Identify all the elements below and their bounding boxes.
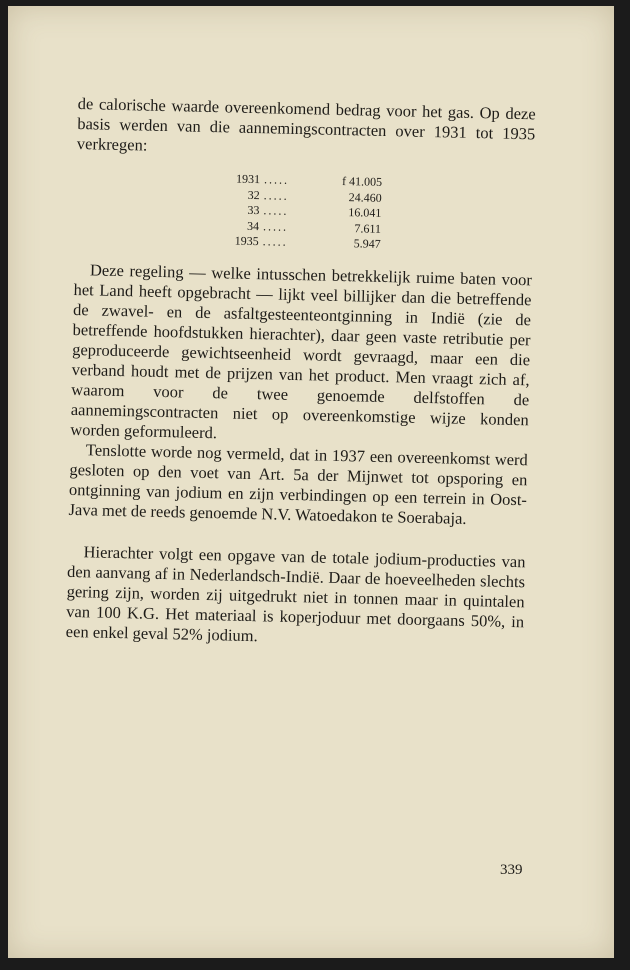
table-year: 32 [247, 187, 260, 202]
table-year: 34 [246, 218, 260, 233]
table-value: 24.460 [348, 189, 382, 205]
book-page [8, 6, 614, 958]
table-year: 1935 [234, 233, 259, 249]
body-text [66, 94, 536, 652]
table-value: f 41.005 [341, 174, 383, 189]
paragraph-4: Hierachter volgt een opgave van de totale jodium-producties van den aanvang af in Nederlandsch-Indië. Daar de hoeveelheden slechts gering zijn, worden zij uitgedrukt niet in tonnen maar in quintalen van 100 K.G. Het materiaal is koperjoduur met doorgaans 50%, in een enkel geval 52% jodium. [65, 541, 526, 645]
table-leader: ..... [263, 203, 289, 218]
table-year: 33 [247, 202, 260, 218]
paragraph-1: de calorische waarde overeenkomend bedrag voor het gas. Op deze basis werden van die aannemingscontracten over 1931 tot 1935 verkregen: [76, 94, 536, 155]
table-leader: ..... [262, 234, 288, 249]
paragraph-2: Deze regeling — welke intusschen betrekkelijk ruime baten voor het Land heeft opgebracht — lijkt veel billijker dan die betreffende de zwavel- en de asfaltgesteenteontginning in Indië (zie de betreffende hoofdstukken hierachter), daar geen vaste retributie per geproduceerde gewichtseenheid wordt gevraagd, maar een die verband houdt met de prijzen van het product. Men vraagt zich af, waarom voor de twee genoemde delfstoffen de aannemingscontracten niet op overeenkomstige wijze konden worden geformuleerd. [70, 259, 533, 442]
revenue-table [231, 172, 535, 256]
table-leader: ..... [263, 187, 289, 203]
table-leader: ..... [262, 218, 289, 234]
table-value: 16.041 [348, 205, 382, 220]
table-value: 7.611 [354, 220, 382, 236]
paragraph-3: Tenslotte worde nog vermeld, dat in 1937 een overeenkomst werd gesloten op den voet van Art. 5a der Mijnwet tot opsporing en ontginning van jodium en zijn verbindingen op een terrein in Oost-Java met de reeds genoemde N.V. Watoedakon te Soerabaja. [68, 439, 529, 528]
table-leader: ..... [263, 172, 290, 187]
table-value: 5.947 [353, 236, 381, 251]
table-year: 1931 [235, 171, 261, 187]
page-number: 339 [500, 862, 523, 878]
